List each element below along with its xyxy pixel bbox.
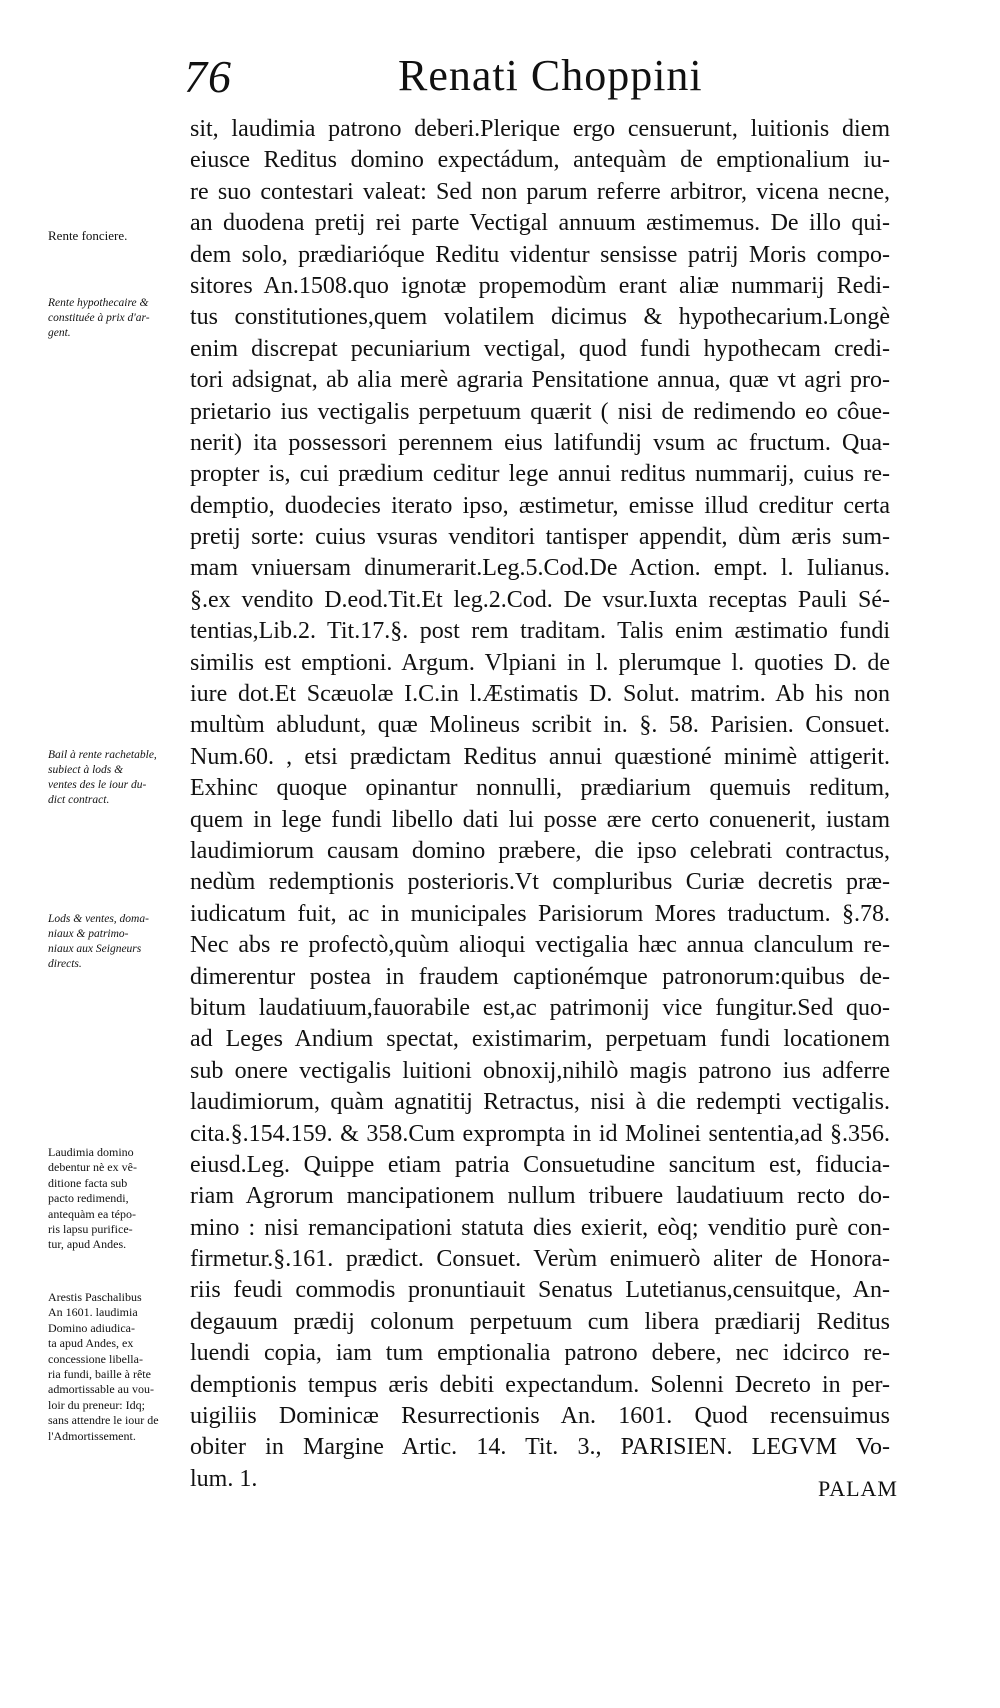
running-title: Renati Choppini xyxy=(398,51,703,100)
body-line: pretij sorte: cuius vsuras venditori tantisper appendit, dùm æris sum- xyxy=(190,524,890,551)
body-line: degauum prædij colonum perpetuum cum libera prædiarij Reditus xyxy=(190,1308,890,1335)
margin-note-line: Bail à rente rachetable, xyxy=(48,749,157,761)
margin-note-rente-hypothecaire xyxy=(48,296,196,341)
body-line: uigiliis Dominicæ Resurrectionis An. 1601. Quod recensuimus xyxy=(190,1403,890,1430)
margin-note-line: gent. xyxy=(48,327,71,339)
margin-note-line: ria fundi, baille à rête xyxy=(48,1367,151,1382)
body-line: lum. 1. xyxy=(190,1465,258,1492)
page-number: 76 xyxy=(184,51,232,102)
body-line: similis est emptioni. Argum. Vlpiani in l. plerumque l. quoties D. de xyxy=(190,649,890,676)
body-line: §.ex vendito D.eod.Tit.Et leg.2.Cod. De vsur.Iuxta receptas Pauli Sé- xyxy=(190,586,890,613)
body-line: dem solo, prædiarióque Reditu videntur sensisse patrij Moris compo- xyxy=(190,241,890,268)
body-line: tentias,Lib.2. Tit.17.§. post rem traditam. Talis enim æstimatio fundi xyxy=(190,618,890,645)
catchword: PALAM xyxy=(818,1476,898,1501)
margin-note-line: ta apud Andes, ex xyxy=(48,1336,134,1351)
margin-note-line: Rente hypothecaire & xyxy=(48,297,149,309)
body-line: prietario ius vectigalis perpetuum quærit ( nisi de redimendo eo côue- xyxy=(190,398,890,425)
margin-note-lods-et-ventes xyxy=(48,912,196,972)
body-line: obiter in Margine Artic. 14. Tit. 3., PARISIEN. LEGVM Vo- xyxy=(190,1434,890,1461)
body-line: sit, laudimia patrono deberi.Plerique ergo censuerunt, luitionis diem xyxy=(190,116,890,142)
body-line: laudimiorum, quàm agnatitij Retractus, nisi à die redempti vectigalis. xyxy=(190,1089,890,1116)
margin-note-line: loir du preneur: Idq; xyxy=(48,1397,145,1412)
body-line: Num.60. , etsi prædictam Reditus annui quæstioné minimè attigerit. xyxy=(190,743,890,770)
margin-note-line: concessione libella- xyxy=(48,1351,143,1366)
margin-note-line: l'Admortissement. xyxy=(48,1428,136,1443)
margin-note-line: Domino adiudica- xyxy=(48,1320,135,1335)
margin-note-line: sans attendre le iour de xyxy=(48,1413,159,1428)
margin-note-rente-fonciere xyxy=(48,228,196,243)
margin-note-line: Lods & ventes, doma- xyxy=(48,913,149,925)
body-line: firmetur.§.161. prædict. Consuet. Verùm enimuerò aliter de Honora- xyxy=(190,1246,890,1273)
body-line: ad Leges Andium spectat, existimarim, perpetuam fundi locationem xyxy=(190,1026,890,1053)
body-line: bitum laudatiuum,fauorabile est,ac patrimonij vice fungitur.Sed quo- xyxy=(190,994,890,1021)
margin-note-line: niaux aux Seigneurs xyxy=(48,943,142,955)
body-line: demptio, duodecies iterato ipso, æstimetur, emisse illud creditur certa xyxy=(190,492,890,519)
margin-note-line: An 1601. laudimia xyxy=(48,1305,138,1320)
body-line: riis feudi commodis pronuntiauit Senatus Lutetianus,censuitque, An- xyxy=(190,1277,890,1304)
body-line: mam vniuersam dinumerarit.Leg.5.Cod.De Action. empt. l. Iulianus. xyxy=(190,555,890,582)
marginalia-column xyxy=(0,0,190,1708)
margin-note-line: niaux & patrimo- xyxy=(48,928,129,940)
margin-note-line: admortissable au vou- xyxy=(48,1382,154,1397)
body-line: tori adsignat, ab alia merè agraria Pensitatione annua, quæ vt agri pro- xyxy=(190,367,890,394)
body-text xyxy=(190,114,890,1495)
body-line: multùm abludunt, quæ Molineus scribit in. §. 58. Parisien. Consuet. xyxy=(190,712,890,739)
body-line: sub onere vectigalis luitioni obnoxij,nihilò magis patrono ius adferre xyxy=(190,1057,890,1084)
body-line: enim discrepat pecuniarium vectigal, quod fundi hypothecam credi- xyxy=(190,335,890,362)
body-line: mino : nisi remancipationi statuta dies exierit, eòq; venditio purè con- xyxy=(190,1214,890,1241)
margin-note-laudimia-domino xyxy=(48,1145,196,1253)
margin-note-line: debentur nè ex vê- xyxy=(48,1160,137,1175)
body-line: iure dot.Et Scæuolæ I.C.in l.Æstimatis D. Solut. matrim. Ab his non xyxy=(190,681,890,708)
margin-note-line: Rente fonciere. xyxy=(48,228,128,243)
body-line: laudimiorum causam domino præbere, die ipso celebrati contractus, xyxy=(190,837,890,864)
margin-note-line: pacto redimendi, xyxy=(48,1191,129,1206)
margin-note-line: dict contract. xyxy=(48,794,110,806)
body-line: nedùm redemptionis posterioris.Vt compluribus Curiæ decretis præ- xyxy=(190,869,890,896)
body-line: sitores An.1508.quo ignotæ propemodùm erant aliæ nummarij Redi- xyxy=(190,272,890,299)
body-line: Exhinc quoque opinantur nonnulli, prædiarium quemuis reditum, xyxy=(190,775,890,802)
body-line: re suo contestari valeat: Sed non parum referre arbitror, vicena necne, xyxy=(190,178,890,205)
margin-note-line: subiect à lods & xyxy=(48,764,124,776)
margin-note-arestis-paschalibus xyxy=(48,1290,196,1444)
margin-note-line: antequàm ea tépo- xyxy=(48,1206,136,1221)
margin-note-line: ventes des le iour du- xyxy=(48,779,147,791)
body-line: tus constitutiones,quem volatilem dicimus & hypothecarium.Longè xyxy=(190,304,890,331)
body-line: luendi copia, iam tum emptionalia patrono debere, nec idcirco re- xyxy=(190,1340,890,1367)
body-line: eiusd.Leg. Quippe etiam patria Consuetudine sancitum est, fiducia- xyxy=(190,1151,890,1178)
margin-note-line: Laudimia domino xyxy=(48,1145,134,1159)
body-line: propter is, cui prædium ceditur lege annui reditus nummarij, cuius re- xyxy=(190,461,890,488)
body-line: an duodena pretij rei parte Vectigal annuum æstimemus. De illo qui- xyxy=(190,210,890,237)
margin-note-line: tur, apud Andes. xyxy=(48,1237,127,1252)
margin-note-bail-a-rente xyxy=(48,748,196,808)
margin-note-line: directs. xyxy=(48,958,82,970)
body-line: eiusce Reditus domino expectádum, antequàm de emptionalium iu- xyxy=(190,147,890,174)
body-line: demptionis tempus æris debiti expectandum. Solenni Decreto in per- xyxy=(190,1371,890,1398)
body-line: dimerentur postea in fraudem captionémque patronorum:quibus de- xyxy=(190,963,890,990)
body-line: cita.§.154.159. & 358.Cum exprompta in id Molinei sententia,ad §.356. xyxy=(190,1120,890,1147)
body-line: iudicatum fuit, ac in municipales Parisiorum Mores traductum. §.78. xyxy=(190,900,890,927)
margin-note-line: ris lapsu purifice- xyxy=(48,1222,133,1237)
margin-note-line: constituée à prix d'ar- xyxy=(48,312,150,324)
body-line: riam Agrorum mancipationem nullum tribuere laudatiuum recto do- xyxy=(190,1183,890,1210)
body-line: nerit) ita possessori perennem eius latifundij vsum ac fructum. Qua- xyxy=(190,429,890,456)
body-line: quem in lege fundi libello dati lui posse ære certo conuenerit, iustam xyxy=(190,806,890,833)
margin-note-line: ditione facta sub xyxy=(48,1175,128,1190)
body-line: Nec abs re profectò,quùm alioqui vectigalia hæc annua clanculum re- xyxy=(190,932,890,959)
margin-note-line: Arestis Paschalibus xyxy=(48,1290,142,1304)
